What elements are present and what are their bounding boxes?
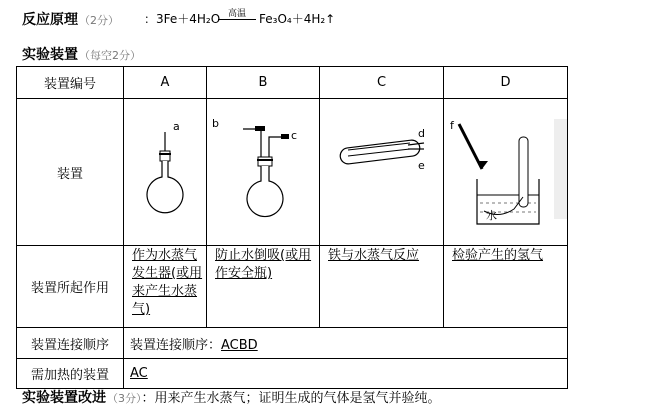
header-label: 装置编号 (43, 77, 96, 92)
purpose-a-cell (124, 246, 207, 328)
label-d: d (418, 127, 425, 140)
header-row (17, 67, 568, 99)
label-b: b (212, 117, 219, 130)
equation-arrow (218, 19, 256, 20)
label-a: a (173, 120, 180, 133)
device-a-cell (124, 99, 207, 246)
label-c-small: c (291, 129, 298, 142)
apparatus-points: （每空2分） (79, 49, 141, 62)
id-d-cell (444, 67, 568, 99)
purpose-d-cell (444, 246, 568, 328)
apparatus-title: 实验装置 (22, 47, 78, 63)
equation-reactants: ：3Fe＋4H₂O (144, 12, 221, 26)
id-c: C (376, 75, 387, 90)
purpose-b: 防止水倒吸(或用作安全瓶) (215, 248, 312, 281)
principle-points: （2分） (79, 14, 119, 27)
order-prefix: 装置连接顺序： (130, 337, 222, 353)
purpose-label-cell (17, 246, 124, 328)
id-c-cell (320, 67, 444, 99)
improvement-points: （3分） (107, 392, 142, 405)
label-water: 水 (486, 209, 497, 222)
purpose-a: 作为水蒸气发生器(或用来产生水蒸气) (132, 248, 203, 317)
purpose-d: 检验产生的氢气 (452, 248, 544, 263)
principle-title: 反应原理 (22, 12, 78, 28)
device-label: 装置 (56, 166, 83, 182)
order-value: ACBD (221, 337, 258, 353)
purpose-row (17, 246, 568, 328)
device-label-cell (17, 99, 124, 246)
trough-d-diagram (444, 99, 567, 241)
heat-value-cell (124, 359, 568, 389)
label-f: f (450, 119, 454, 132)
id-a-cell (124, 67, 207, 99)
order-label: 装置连接顺序 (30, 337, 109, 353)
flask-a-diagram (124, 99, 206, 241)
device-d-cell (444, 99, 568, 246)
id-b-cell (207, 67, 320, 99)
improvement-line (22, 387, 441, 407)
improvement-title: 实验装置改进 (22, 390, 106, 406)
id-a: A (160, 75, 170, 90)
purpose-b-cell (207, 246, 320, 328)
device-row (17, 99, 568, 246)
principle-line (22, 9, 119, 29)
order-value-cell (124, 328, 568, 359)
tube-c-diagram (320, 99, 443, 241)
flask-b-diagram (207, 99, 319, 241)
order-row (17, 328, 568, 359)
id-d: D (500, 75, 511, 90)
equation-condition: 高温 (227, 9, 246, 19)
label-e: e (418, 159, 425, 172)
device-b-cell (207, 99, 320, 246)
purpose-c: 铁与水蒸气反应 (328, 248, 420, 263)
order-label-cell (17, 328, 124, 359)
apparatus-table (16, 66, 568, 389)
heat-value: AC (130, 366, 148, 381)
heat-label: 需加热的装置 (30, 368, 109, 383)
heat-row (17, 359, 568, 389)
header-label-cell (17, 67, 124, 99)
purpose-c-cell (320, 246, 444, 328)
improvement-text: ：用来产生水蒸气；证明生成的气体是氢气并验纯。 (141, 391, 441, 406)
device-c-cell (320, 99, 444, 246)
purpose-label: 装置所起作用 (30, 281, 109, 296)
heat-label-cell (17, 359, 124, 389)
apparatus-heading (22, 44, 141, 64)
equation-products: Fe₃O₄＋4H₂↑ (259, 12, 336, 26)
id-b: B (258, 75, 268, 90)
